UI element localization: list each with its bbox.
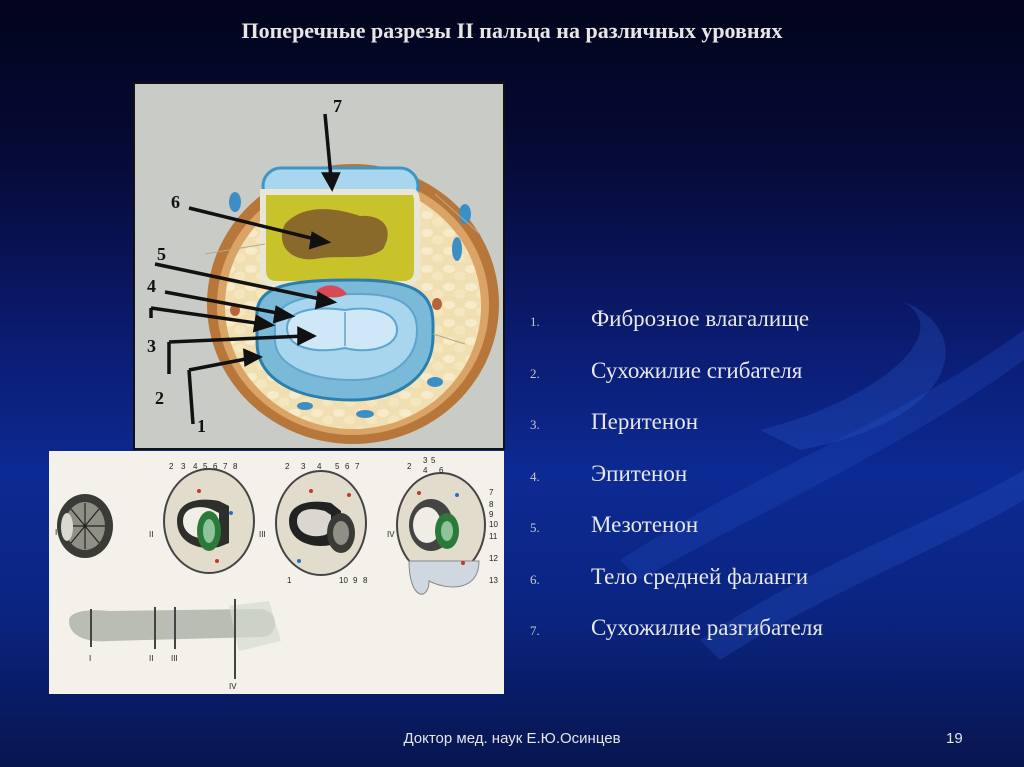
num-8: 8 (233, 462, 238, 471)
callout-2: 2 (155, 388, 164, 408)
section-iv (387, 456, 498, 594)
legend-text: Сухожилие разгибателя (591, 615, 823, 640)
num-9: 9 (353, 576, 358, 585)
num-4: 4 (193, 462, 198, 471)
num-10: 10 (339, 576, 348, 585)
num-4: 4 (317, 462, 322, 471)
legend-number: 3. (530, 417, 540, 432)
page-number: 19 (946, 730, 963, 747)
legend-text: Фиброзное влагалище (591, 306, 810, 331)
num-10: 10 (489, 520, 498, 529)
legend-number: 6. (530, 571, 540, 587)
legend-text: Тело средней фаланги (591, 563, 809, 589)
slide-title: Поперечные разрезы II пальца на различных уровнях (241, 18, 783, 43)
num-7: 7 (489, 488, 494, 497)
num-3: 3 (181, 462, 186, 471)
num-3: 3 (423, 456, 428, 465)
section-iii (259, 462, 368, 585)
num-6: 6 (439, 466, 444, 475)
num-6: 6 (213, 462, 218, 471)
finger-label-ii: II (149, 654, 154, 663)
num-5: 5 (335, 462, 340, 471)
num-2: 2 (285, 462, 290, 471)
legend-text: Перитенон (591, 409, 699, 434)
slide-footer: Доктор мед. наук Е.Ю.Осинцев (403, 730, 621, 747)
finger-label-iii: III (171, 654, 178, 663)
num-12: 12 (489, 554, 498, 563)
main-cross-section-figure (133, 82, 505, 450)
legend-text: Эпитенон (591, 460, 688, 486)
callout-5: 5 (157, 244, 166, 264)
num-5: 5 (203, 462, 208, 471)
num-7: 7 (355, 462, 360, 471)
section-label-iv: IV (387, 530, 395, 539)
legend-text: Мезотенон (591, 512, 699, 537)
legend-number: 1. (530, 314, 540, 329)
legend-number: 4. (530, 468, 540, 484)
num-8: 8 (489, 500, 494, 509)
num-4: 4 (423, 466, 428, 475)
num-13: 13 (489, 576, 498, 585)
callout-7: 7 (333, 96, 342, 116)
legend-number: 5. (530, 520, 540, 535)
num-3: 3 (301, 462, 306, 471)
atlas-sections-figure (49, 451, 504, 694)
num-11: 11 (489, 532, 498, 541)
legend-number: 2. (530, 365, 540, 381)
legend-number: 7. (530, 623, 540, 638)
callout-6: 6 (171, 192, 180, 212)
section-ii (149, 462, 254, 573)
section-label-i: I (55, 528, 58, 537)
num-6: 6 (345, 462, 350, 471)
num-8: 8 (363, 576, 368, 585)
finger-longitudinal (69, 599, 281, 691)
finger-label-i: I (89, 654, 92, 663)
callout-1: 1 (197, 416, 206, 436)
num-1: 1 (287, 576, 292, 585)
callout-3: 3 (147, 336, 156, 356)
callout-4: 4 (147, 276, 156, 296)
section-label-iii: III (259, 530, 266, 539)
num-9: 9 (489, 510, 494, 519)
finger-label-iv: IV (229, 682, 237, 691)
section-i (55, 494, 113, 558)
legend-text: Сухожилие сгибателя (591, 357, 803, 383)
num-5: 5 (431, 456, 436, 465)
num-7: 7 (223, 462, 228, 471)
num-2: 2 (169, 462, 174, 471)
svg-text:II: II (149, 530, 154, 539)
num-2: 2 (407, 462, 412, 471)
